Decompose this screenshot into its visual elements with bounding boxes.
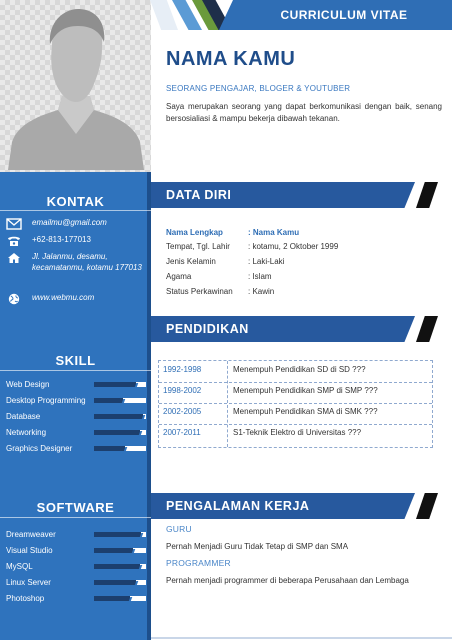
software-level-bar xyxy=(94,580,146,585)
contact-phone xyxy=(6,234,146,247)
education-desc: Menempuh Pendidikan SMP di SMP ??? xyxy=(233,386,378,395)
education-desc: Menempuh Pendidikan SD di SD ??? xyxy=(233,365,366,374)
skill-level-marker xyxy=(123,447,128,454)
software-level-bar xyxy=(94,548,146,553)
data-diri-title: DATA DIRI xyxy=(166,188,232,202)
skill-level-bar xyxy=(94,398,146,403)
software-level-fill xyxy=(94,580,136,585)
contact-divider xyxy=(0,210,151,211)
software-row xyxy=(6,546,144,558)
software-row xyxy=(6,594,144,606)
skill-label: Networking xyxy=(6,428,47,437)
contact-address xyxy=(6,251,146,273)
software-label: Linux Server xyxy=(6,578,51,587)
person-name: NAMA KAMU xyxy=(166,48,296,70)
software-level-fill xyxy=(94,596,130,601)
info-label: Status Perkawinan xyxy=(166,287,233,296)
skill-level-fill xyxy=(94,446,125,451)
experience-role: GURU xyxy=(166,524,192,534)
table-row xyxy=(159,382,432,404)
education-year: 2007-2011 xyxy=(163,428,201,437)
data-diri-accent xyxy=(416,182,438,208)
profile-photo xyxy=(0,0,151,172)
table-row xyxy=(159,361,432,383)
software-row xyxy=(6,530,144,542)
info-label: Agama xyxy=(166,272,192,281)
info-value: : Laki-Laki xyxy=(248,257,285,266)
software-level-fill xyxy=(94,532,141,537)
contact-email xyxy=(6,217,146,230)
experience-desc: Pernah menjadi programmer di beberapa Perusahaan dan Lembaga xyxy=(166,576,409,585)
skill-heading: SKILL xyxy=(55,353,96,368)
software-label: Photoshop xyxy=(6,594,45,603)
software-level-bar xyxy=(94,564,146,569)
skill-label: Desktop Programming xyxy=(6,396,86,405)
home-icon xyxy=(6,252,22,264)
software-label: MySQL xyxy=(6,562,33,571)
education-year: 1998-2002 xyxy=(163,386,202,395)
info-value: : Kawin xyxy=(248,287,275,296)
contact-website xyxy=(6,292,146,305)
education-desc: S1-Teknik Elektro di Universitas ??? xyxy=(233,428,362,437)
skill-level-bar xyxy=(94,430,146,435)
software-label: Dreamweaver xyxy=(6,530,56,539)
table-row xyxy=(159,424,432,446)
info-value: : Nama Kamu xyxy=(248,228,300,237)
pengalaman-title: PENGALAMAN KERJA xyxy=(166,499,310,513)
contact-email-text[interactable]: emailmu@gmail.com xyxy=(32,218,107,227)
software-row xyxy=(6,562,144,574)
bottom-rule xyxy=(151,637,452,639)
info-label: Tempat, Tgl. Lahir xyxy=(166,242,230,251)
skill-row xyxy=(6,412,144,424)
contact-heading: KONTAK xyxy=(46,194,105,209)
info-label: Nama Lengkap xyxy=(166,228,223,237)
person-silhouette-icon xyxy=(8,4,144,170)
skill-divider xyxy=(0,370,151,371)
software-row xyxy=(6,578,144,590)
pendidikan-accent xyxy=(416,316,438,342)
skill-level-fill xyxy=(94,398,123,403)
skill-label: Graphics Designer xyxy=(6,444,73,453)
banner-stripe-light xyxy=(150,0,178,30)
software-level-fill xyxy=(94,564,140,569)
person-summary: Saya merupakan seorang yang dapat berkomunikasi dengan baik, senang bersosialiasi & mampu bekerja dibawah tekanan. xyxy=(166,102,442,123)
software-level-bar xyxy=(94,532,146,537)
skill-level-bar xyxy=(94,446,146,451)
skill-row xyxy=(6,396,144,408)
software-level-marker xyxy=(128,597,133,604)
skill-row xyxy=(6,444,144,456)
software-heading: SOFTWARE xyxy=(36,500,115,515)
education-desc: Menempuh Pendidikan SMA di SMK ??? xyxy=(233,407,378,416)
globe-icon xyxy=(6,293,22,305)
experience-role: PROGRAMMER xyxy=(166,558,231,568)
software-label: Visual Studio xyxy=(6,546,53,555)
skill-row xyxy=(6,380,144,392)
pendidikan-title: PENDIDIKAN xyxy=(166,322,249,336)
software-level-bar xyxy=(94,596,146,601)
pengalaman-accent xyxy=(416,493,438,519)
phone-icon xyxy=(6,235,22,247)
contact-address-text: Jl. Jalanmu, desamu, kecamatanmu, kotamu 177013 xyxy=(32,252,142,272)
education-table xyxy=(158,360,433,448)
skill-level-bar xyxy=(94,414,146,419)
banner-title: CURRICULUM VITAE xyxy=(280,8,408,22)
software-divider xyxy=(0,517,151,518)
software-level-fill xyxy=(94,548,133,553)
contact-phone-text: +62-813-177013 xyxy=(32,235,91,244)
contact-website-text[interactable]: www.webmu.com xyxy=(32,293,95,302)
skill-level-fill xyxy=(94,414,143,419)
person-subtitle: SEORANG PENGAJAR, BLOGER & YOUTUBER xyxy=(166,84,351,93)
table-row xyxy=(159,403,432,425)
skill-row xyxy=(6,428,144,440)
skill-level-fill xyxy=(94,382,136,387)
left-column xyxy=(0,0,151,640)
experience-desc: Pernah Menjadi Guru Tidak Tetap di SMP dan SMA xyxy=(166,542,349,551)
skill-level-fill xyxy=(94,430,140,435)
education-year: 1992-1998 xyxy=(163,365,202,374)
side-panel-edge xyxy=(147,172,151,640)
education-year: 2002-2005 xyxy=(163,407,202,416)
skill-level-bar xyxy=(94,382,146,387)
info-value: : Islam xyxy=(248,272,272,281)
skill-label: Database xyxy=(6,412,41,421)
envelope-icon xyxy=(6,218,22,230)
info-value: : kotamu, 2 Oktober 1999 xyxy=(248,242,339,251)
skill-label: Web Design xyxy=(6,380,50,389)
info-label: Jenis Kelamin xyxy=(166,257,216,266)
